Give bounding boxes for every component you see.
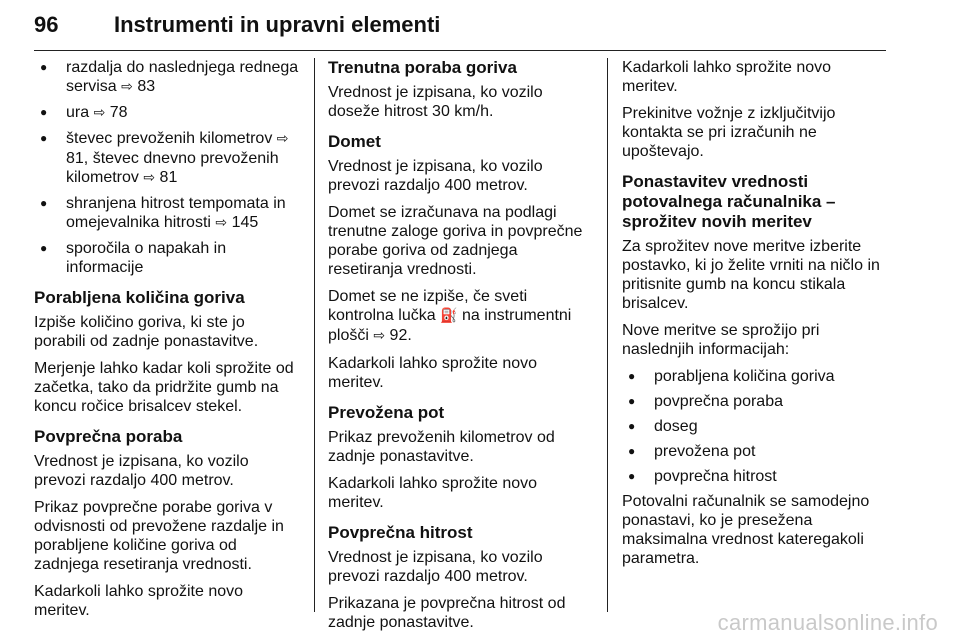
list-item: ● porabljena količina goriva bbox=[622, 367, 886, 386]
page-ref-link[interactable]: 145 bbox=[231, 214, 259, 231]
section-heading-current-consumption: Trenutna poraba goriva bbox=[328, 58, 517, 77]
paragraph: Domet se ne izpiše, če sveti kontrolna lučka ⛽ na instrumentni plošči ⇨ 92. bbox=[328, 288, 572, 344]
section-heading-avg-speed: Povprečna hitrost bbox=[328, 523, 473, 542]
paragraph: Domet se izračunava na podlagi trenutne zaloge goriva in povprečne porabe goriva od zadnjega resetiranja vrednosti. bbox=[328, 204, 583, 278]
list-item: ● doseg bbox=[622, 417, 886, 436]
page-ref-arrow-icon: ⇨ bbox=[93, 105, 106, 121]
paragraph: Kadarkoli lahko sprožite novo meritev. bbox=[622, 59, 832, 95]
page-ref-link[interactable]: 81 bbox=[159, 169, 178, 186]
paragraph: Vrednost je izpisana, ko vozilo prevozi razdaljo 400 metrov. bbox=[328, 158, 543, 194]
page-ref-link[interactable]: 81 bbox=[66, 150, 84, 167]
paragraph: Merjenje lahko kadar koli sprožite od začetka, tako da pridržite gumb na koncu ročice brisalcev stekel. bbox=[34, 360, 294, 415]
column-divider bbox=[314, 58, 315, 612]
list-item: ● razdalja do naslednjega rednega servisa ⇨ 83 bbox=[34, 58, 300, 97]
fuel-warning-lamp-icon: ⛽ bbox=[440, 308, 458, 324]
display-info-list bbox=[34, 58, 300, 277]
paragraph: Kadarkoli lahko sprožite novo meritev. bbox=[34, 583, 244, 619]
paragraph: Vrednost je izpisana, ko vozilo prevozi razdaljo 400 metrov. bbox=[34, 453, 249, 489]
paragraph: Prikazana je povprečna hitrost od zadnje ponastavitve. bbox=[328, 595, 566, 631]
page-ref-arrow-icon: ⇨ bbox=[373, 328, 386, 344]
section-heading-reset: Ponastavitev vrednosti potovalnega računalnika – sprožitev novih meritev bbox=[622, 172, 836, 231]
paragraph: Izpiše količino goriva, ki ste jo porabili od zadnje ponastavitve. bbox=[34, 314, 259, 350]
list-item: ● števec prevoženih kilometrov ⇨ 81, števec dnevno prevoženih kilometrov ⇨ 81 bbox=[34, 129, 300, 188]
column-2 bbox=[328, 58, 592, 640]
page-ref-arrow-icon: ⇨ bbox=[121, 79, 133, 95]
column-1 bbox=[34, 58, 300, 628]
list-item: ● ura ⇨ 78 bbox=[34, 103, 300, 123]
paragraph: Prikaz povprečne porabe goriva v odvisnosti od prevožene razdalje in porabljene količine goriva od zadnjega resetiranja vrednosti. bbox=[34, 499, 284, 573]
reset-items-list bbox=[622, 367, 886, 486]
section-heading-avg-consumption: Povprečna poraba bbox=[34, 427, 183, 446]
page-header bbox=[34, 6, 886, 51]
watermark: carmanualsonline.info bbox=[717, 610, 938, 635]
paragraph: Za sprožitev nove meritve izberite postavko, ki jo želite vrniti na ničlo in pritisnite gumb na koncu stikala brisalcev. bbox=[622, 238, 880, 312]
paragraph: Kadarkoli lahko sprožite novo meritev. bbox=[328, 355, 538, 391]
page-ref-link[interactable]: 92 bbox=[389, 327, 408, 344]
page-ref-arrow-icon: ⇨ bbox=[143, 170, 156, 186]
section-heading-distance: Prevožena pot bbox=[328, 403, 445, 422]
list-item: ● povprečna poraba bbox=[622, 392, 886, 411]
paragraph: Prikaz prevoženih kilometrov od zadnje ponastavitve. bbox=[328, 429, 555, 465]
page-number: 96 bbox=[34, 12, 59, 37]
paragraph: Vrednost je izpisana, ko vozilo doseže hitrost 30 km/h. bbox=[328, 84, 543, 120]
paragraph: Nove meritve se sprožijo pri naslednjih informacijah: bbox=[622, 322, 820, 358]
section-heading-range: Domet bbox=[328, 132, 381, 151]
list-item: ● prevožena pot bbox=[622, 442, 886, 461]
paragraph: Vrednost je izpisana, ko vozilo prevozi razdaljo 400 metrov. bbox=[328, 549, 543, 585]
column-3 bbox=[622, 58, 886, 576]
list-item: ● shranjena hitrost tempomata in omejevalnika hitrosti ⇨ 145 bbox=[34, 194, 300, 233]
chapter-title: Instrumenti in upravni elementi bbox=[114, 12, 441, 37]
list-item: ● povprečna hitrost bbox=[622, 467, 886, 486]
page-ref-link[interactable]: 78 bbox=[109, 104, 128, 121]
list-item: ● sporočila o napakah in informacije bbox=[34, 239, 300, 277]
section-heading-fuel-amount: Porabljena količina goriva bbox=[34, 288, 245, 307]
paragraph: Kadarkoli lahko sprožite novo meritev. bbox=[328, 475, 538, 511]
page-ref-arrow-icon: ⇨ bbox=[276, 131, 289, 147]
paragraph: Potovalni računalnik se samodejno ponastavi, ko je presežena maksimalna vrednost kateregakoli parametra. bbox=[622, 493, 870, 567]
paragraph: Prekinitve vožnje z izključitvijo kontakta se pri izračunih ne upoštevajo. bbox=[622, 105, 836, 160]
page-ref-link[interactable]: 83 bbox=[137, 78, 156, 95]
page-ref-arrow-icon: ⇨ bbox=[215, 215, 228, 231]
column-divider bbox=[607, 58, 608, 612]
